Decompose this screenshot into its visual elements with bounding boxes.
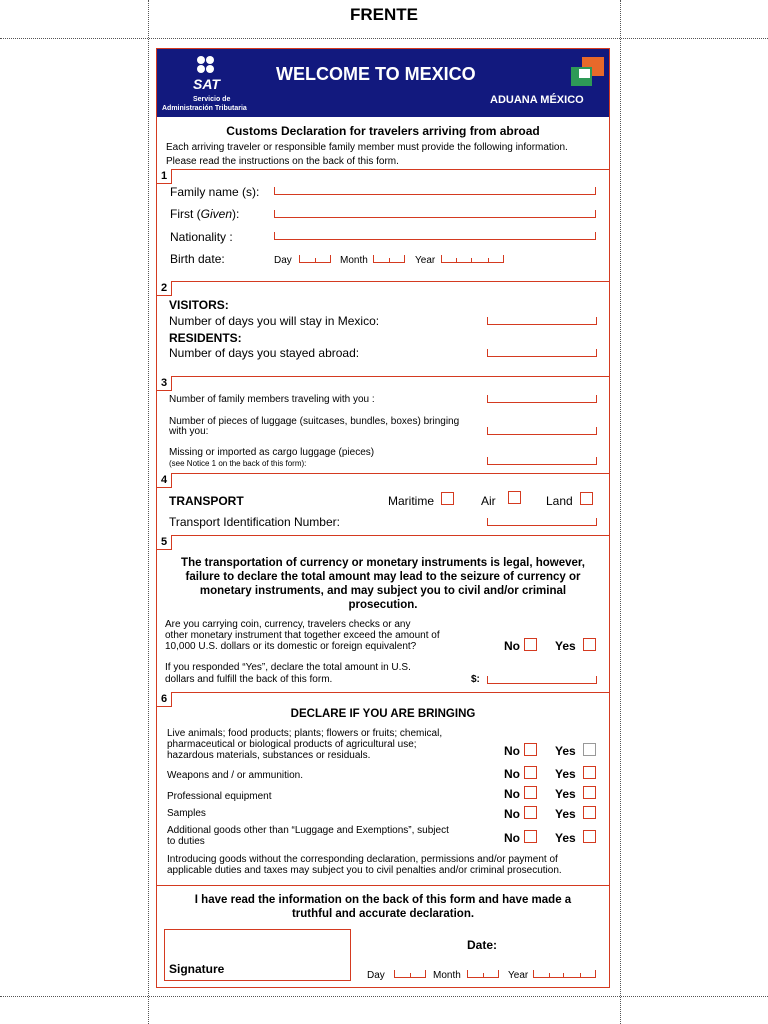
item-additional-goods-line-2: to duties (167, 836, 205, 847)
currency-amount-field[interactable] (487, 676, 597, 684)
page-label: FRENTE (350, 5, 418, 24)
birth-day-label: Day (274, 255, 292, 266)
visitors-days-label: Number of days you will stay in Mexico: (169, 314, 380, 328)
birth-month-label: Month (340, 255, 368, 266)
customs-declaration-form (156, 48, 610, 988)
currency-yes-label: Yes (555, 639, 576, 653)
cut-guide-bottom (0, 996, 768, 997)
item-professional-yes-label: Yes (555, 787, 576, 801)
item-samples-label: Samples (167, 808, 206, 819)
currency-declare-1: If you responded “Yes”, declare the total amount in U.S. (165, 662, 411, 673)
sign-year-field[interactable] (533, 970, 596, 978)
transport-heading: TRANSPORT (169, 494, 244, 508)
section-1-divider (157, 169, 609, 170)
family-members-field[interactable] (487, 395, 597, 403)
sat-subtitle-1: Servicio de (193, 96, 231, 103)
sign-year-divider (549, 973, 564, 978)
land-label: Land (546, 494, 573, 508)
signature-label: Signature (169, 962, 225, 976)
item-weapons-label: Weapons and / or ammunition. (167, 770, 304, 781)
item-live-animals-line-2: pharmaceutical or biological products of agricultural use; (167, 739, 417, 750)
item-samples-yes-label: Yes (555, 807, 576, 821)
section-1-number: 1 (157, 169, 172, 184)
section-6-number: 6 (157, 692, 172, 707)
air-checkbox[interactable] (508, 491, 521, 504)
luggage-label-2: with you: (169, 426, 209, 437)
residents-days-field[interactable] (487, 349, 597, 357)
family-name-label: Family name (s): (170, 185, 260, 199)
declare-heading: DECLARE IF YOU ARE BRINGING (290, 708, 476, 720)
missing-luggage-field[interactable] (487, 457, 597, 465)
sign-year-divider-2 (580, 973, 581, 978)
declare-notice-1: Introducing goods without the corresponding declaration, permissions and/or payment of (167, 854, 558, 865)
birth-date-label: Birth date: (170, 252, 225, 266)
birth-year-field[interactable] (441, 255, 504, 263)
intro-line-2: Please read the instructions on the back of this form. (166, 156, 399, 167)
currency-dollar-sign: $: (471, 674, 480, 685)
item-weapons-no-label: No (504, 767, 520, 781)
section-2-divider (157, 281, 609, 282)
item-additional-no-checkbox[interactable] (524, 830, 537, 843)
sign-day-label: Day (367, 970, 385, 981)
section-5-number: 5 (157, 535, 172, 550)
final-statement-2: truthful and accurate declaration. (291, 908, 475, 920)
luggage-label-1: Number of pieces of luggage (suitcases, bundles, boxes) bringing (169, 416, 460, 427)
nationality-field[interactable] (274, 232, 596, 240)
section-6-divider (157, 692, 609, 693)
item-samples-no-checkbox[interactable] (524, 806, 537, 819)
transport-id-field[interactable] (487, 518, 597, 526)
birth-day-divider (315, 258, 316, 263)
item-additional-goods-line-1: Additional goods other than “Luggage and Exemptions”, subject (167, 825, 449, 836)
sign-month-label: Month (433, 970, 461, 981)
header-banner (157, 49, 609, 117)
currency-question-3: 10,000 U.S. dollars or its domestic or foreign equivalent? (165, 641, 417, 652)
currency-declare-2: dollars and fulfill the back of this form. (165, 674, 333, 685)
sign-month-divider (483, 973, 484, 978)
first-name-label: First (Given): (170, 207, 240, 221)
first-name-field[interactable] (274, 210, 596, 218)
item-weapons-yes-checkbox[interactable] (583, 766, 596, 779)
item-live-animals-no-label: No (504, 744, 520, 758)
sat-logo-text: SAT (193, 76, 220, 92)
item-professional-equipment-label: Professional equipment (167, 791, 272, 802)
birth-year-divider-2 (488, 258, 489, 263)
currency-no-label: No (504, 639, 520, 653)
sat-subtitle-2: Administración Tributaria (162, 105, 247, 112)
maritime-label: Maritime (388, 494, 435, 508)
intro-title: Customs Declaration for travelers arriving from abroad (226, 124, 540, 138)
item-live-animals-no-checkbox[interactable] (524, 743, 537, 756)
header-agency: ADUANA MÉXICO (490, 94, 584, 106)
luggage-pieces-field[interactable] (487, 427, 597, 435)
section-5-divider (157, 535, 609, 536)
item-professional-no-label: No (504, 787, 520, 801)
item-additional-yes-checkbox[interactable] (583, 830, 596, 843)
sign-day-divider (410, 973, 411, 978)
currency-warning-4: prosecution. (348, 599, 418, 611)
aduana-logo-icon (571, 57, 605, 87)
date-label: Date: (467, 938, 498, 952)
item-live-animals-line-3: hazardous materials, substances or residuals. (167, 750, 371, 761)
family-members-label: Number of family members traveling with you : (169, 394, 375, 405)
currency-no-checkbox[interactable] (524, 638, 537, 651)
missing-luggage-label-2: (see Notice 1 on the back of this form): (169, 459, 307, 468)
residents-days-label: Number of days you stayed abroad: (169, 346, 360, 360)
item-professional-yes-checkbox[interactable] (583, 786, 596, 799)
item-live-animals-yes-label: Yes (555, 744, 576, 758)
item-samples-no-label: No (504, 807, 520, 821)
sign-year-label: Year (508, 970, 529, 981)
currency-yes-checkbox[interactable] (583, 638, 596, 651)
cut-guide-top (0, 38, 768, 39)
birth-year-divider (456, 258, 472, 263)
currency-warning-2: failure to declare the total amount may lead to the seizure of currency or (185, 571, 581, 583)
item-weapons-no-checkbox[interactable] (524, 766, 537, 779)
intro-line-1: Each arriving traveler or responsible family member must provide the following information. (166, 142, 568, 153)
section-3-divider (157, 376, 609, 377)
nationality-label: Nationality : (170, 230, 233, 244)
air-label: Air (481, 494, 496, 508)
birth-month-divider (389, 258, 390, 263)
missing-luggage-label-1: Missing or imported as cargo luggage (pieces) (169, 447, 375, 458)
sat-dots-icon (195, 55, 225, 75)
item-live-animals-yes-checkbox[interactable] (583, 743, 596, 756)
item-additional-yes-label: Yes (555, 831, 576, 845)
section-2-number: 2 (157, 281, 172, 296)
item-professional-no-checkbox[interactable] (524, 786, 537, 799)
land-checkbox[interactable] (580, 492, 593, 505)
cut-guide-right (620, 0, 621, 1024)
currency-question-2: other monetary instrument that together exceed the amount of (165, 630, 440, 641)
section-4-number: 4 (157, 473, 172, 488)
item-samples-yes-checkbox[interactable] (583, 806, 596, 819)
final-statement-1: I have read the information on the back of this form and have made a (194, 894, 572, 906)
family-name-field[interactable] (274, 187, 596, 195)
declare-notice-2: applicable duties and taxes may subject you to civil penalties and/or criminal prosecution. (167, 865, 562, 876)
item-weapons-yes-label: Yes (555, 767, 576, 781)
section-3-number: 3 (157, 376, 172, 391)
item-live-animals-line-1: Live animals; food products; plants; flowers or fruits; chemical, (167, 728, 443, 739)
residents-heading: RESIDENTS: (169, 331, 242, 345)
currency-warning-3: monetary instruments, and may subject you to civil and/or criminal (199, 585, 567, 597)
birth-year-label: Year (415, 255, 436, 266)
final-divider (157, 885, 609, 886)
currency-question-1: Are you carrying coin, currency, travelers checks or any (165, 619, 411, 630)
section-4-divider (157, 473, 609, 474)
visitors-days-field[interactable] (487, 317, 597, 325)
maritime-checkbox[interactable] (441, 492, 454, 505)
visitors-heading: VISITORS: (169, 298, 229, 312)
cut-guide-left (148, 0, 149, 1024)
item-additional-no-label: No (504, 831, 520, 845)
transport-id-label: Transport Identification Number: (169, 515, 340, 529)
currency-warning-1: The transportation of currency or monetary instruments is legal, however, (181, 557, 585, 569)
header-title: WELCOME TO MEXICO (276, 64, 476, 84)
